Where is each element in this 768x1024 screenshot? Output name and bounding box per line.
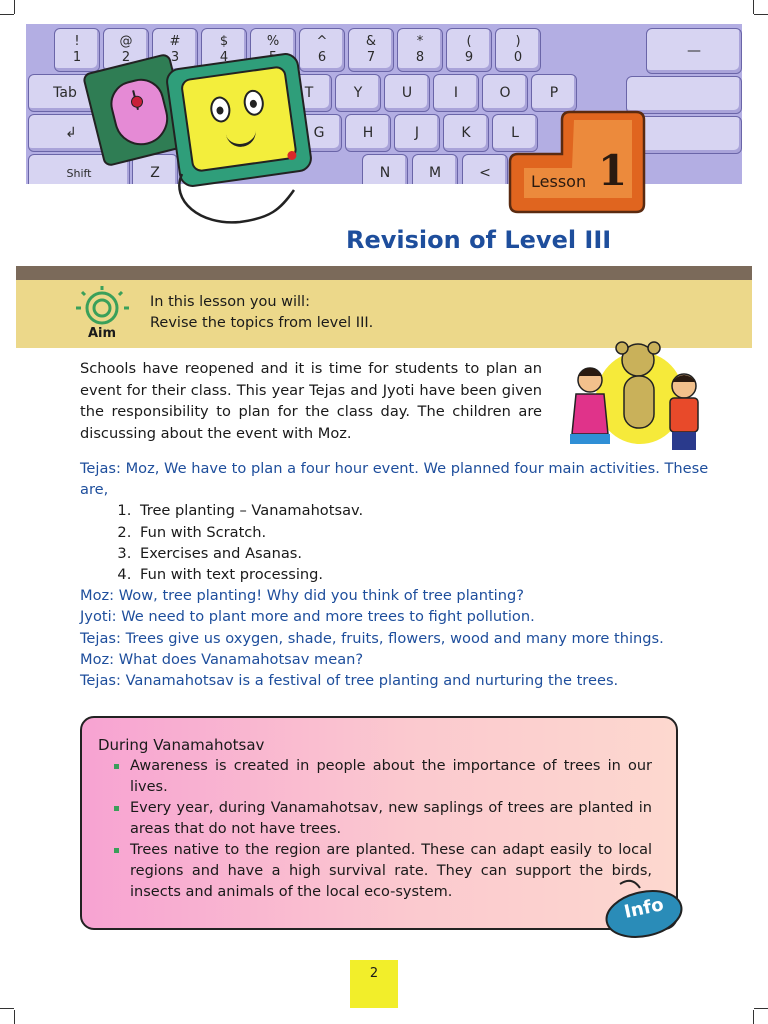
keyboard-key: G: [296, 114, 342, 152]
keyboard-key: [446, 28, 492, 72]
list-item: 2. Fun with Scratch.: [136, 522, 740, 543]
keyboard-key: Y: [335, 74, 381, 112]
keyboard-key: O: [482, 74, 528, 112]
keyboard-key: N: [362, 154, 408, 184]
key-digit: 6: [317, 50, 327, 65]
key-symbol: %: [266, 34, 280, 49]
info-list: [104, 756, 652, 903]
crop-mark: [14, 1010, 15, 1024]
children-with-moz-illustration: [560, 338, 710, 458]
key-symbol: #: [169, 34, 181, 49]
info-badge-label: Info: [622, 894, 666, 923]
keyboard-key: K: [443, 114, 489, 152]
keyboard-key: H: [345, 114, 391, 152]
key-symbol: $: [219, 34, 229, 49]
page-title: Revision of Level III: [346, 226, 612, 254]
dialog-line: Moz: What does Vanamahotsav mean?: [80, 650, 364, 668]
mouse-cable: [170, 170, 300, 230]
keyboard-key: [495, 28, 541, 72]
monitor-face: [180, 65, 298, 173]
aim-line-2: Revise the topics from level III.: [150, 315, 374, 331]
key-symbol: (: [466, 34, 472, 49]
keyboard-key: [54, 28, 100, 72]
dialog-line: Moz: Wow, tree planting! Why did you think of tree planting?: [80, 587, 524, 605]
key-digit: 9: [464, 50, 474, 65]
info-box: [80, 716, 678, 930]
crop-mark: [0, 14, 14, 15]
enter-arrow-icon: ↲: [65, 125, 77, 141]
key-symbol: &: [365, 34, 377, 49]
dialog-line: Jyoti: We need to plant more and more trees to fight pollution.: [80, 608, 535, 626]
dash-icon: —: [687, 43, 701, 59]
keyboard-key: M: [412, 154, 458, 184]
key-symbol: !: [74, 34, 80, 49]
key-digit: 3: [170, 50, 180, 65]
lesson-label: Lesson: [531, 172, 587, 191]
key-tab: Tab: [28, 74, 102, 112]
keyboard-key: [299, 28, 345, 72]
aim-line-1: In this lesson you will:: [150, 294, 310, 310]
activity-list: [80, 500, 740, 585]
keyboard-key: T: [286, 74, 332, 112]
key-symbol: *: [416, 34, 424, 49]
lesson-number: 1: [598, 146, 628, 195]
list-item: 1. Tree planting – Vanamahotsav.: [136, 500, 740, 521]
dialog-line: Tejas: Moz, We have to plan a four hour event. We planned four main activities. These are,: [80, 460, 709, 499]
key-digit: 7: [366, 50, 376, 65]
list-item: 4. Fun with text processing.: [136, 564, 740, 585]
key-backspace: [646, 28, 742, 74]
key-symbol: ^: [316, 34, 328, 49]
info-box-title: During Vanamahotsav: [98, 736, 265, 754]
divider-bar: [16, 266, 752, 280]
list-item: Awareness is created in people about the importance of trees in our lives.: [104, 756, 652, 798]
keyboard-key: U: [384, 74, 430, 112]
crop-mark: [754, 14, 768, 15]
list-item: Every year, during Vanamahotsav, new saplings of trees are planted in areas that do not have trees.: [104, 798, 652, 840]
keyboard-key: [348, 28, 394, 72]
intro-paragraph: Schools have reopened and it is time for students to plan an event for their class. This year Tejas and Jyoti have been given the responsibility to plan for the class day. The children are discussing about the event with Moz.: [80, 360, 542, 442]
crop-mark: [14, 0, 15, 14]
aim-icon-label: Aim: [88, 326, 117, 341]
key-digit: 2: [121, 50, 131, 65]
key-digit: 4: [219, 50, 229, 65]
dialog-section: [80, 458, 740, 691]
key-symbol: ): [515, 34, 521, 49]
keyboard-key: J: [394, 114, 440, 152]
aim-text: [150, 292, 373, 334]
mouse-icon: [105, 74, 173, 151]
key-digit: 1: [72, 50, 82, 65]
keyboard-key: P: [531, 74, 577, 112]
crop-mark: [754, 1008, 768, 1009]
keyboard-key: L: [492, 114, 538, 152]
crop-mark: [0, 1008, 14, 1009]
page-number: 2: [350, 960, 398, 1008]
dialog-line: Tejas: Trees give us oxygen, shade, fruits, flowers, wood and many more things.: [80, 629, 664, 647]
dialog-line: Tejas: Vanamahotsav is a festival of tree planting and nurturing the trees.: [80, 672, 619, 690]
crop-mark: [753, 0, 754, 14]
keyboard-key: <: [462, 154, 508, 184]
key-digit: 8: [415, 50, 425, 65]
list-item: Trees native to the region are planted. These can adapt easily to local regions and have a high survival rate. They can support the birds, insects and animals of the local eco-system.: [104, 840, 652, 903]
key-symbol: @: [119, 34, 133, 49]
keyboard-key: [397, 28, 443, 72]
keyboard-key: I: [433, 74, 479, 112]
key-digit: 0: [513, 50, 523, 65]
key-shift: Shift: [28, 154, 130, 184]
crop-mark: [753, 1010, 754, 1024]
keyboard-key: Z: [132, 154, 178, 184]
monitor-mascot: [164, 51, 313, 188]
list-item: 3. Exercises and Asanas.: [136, 543, 740, 564]
